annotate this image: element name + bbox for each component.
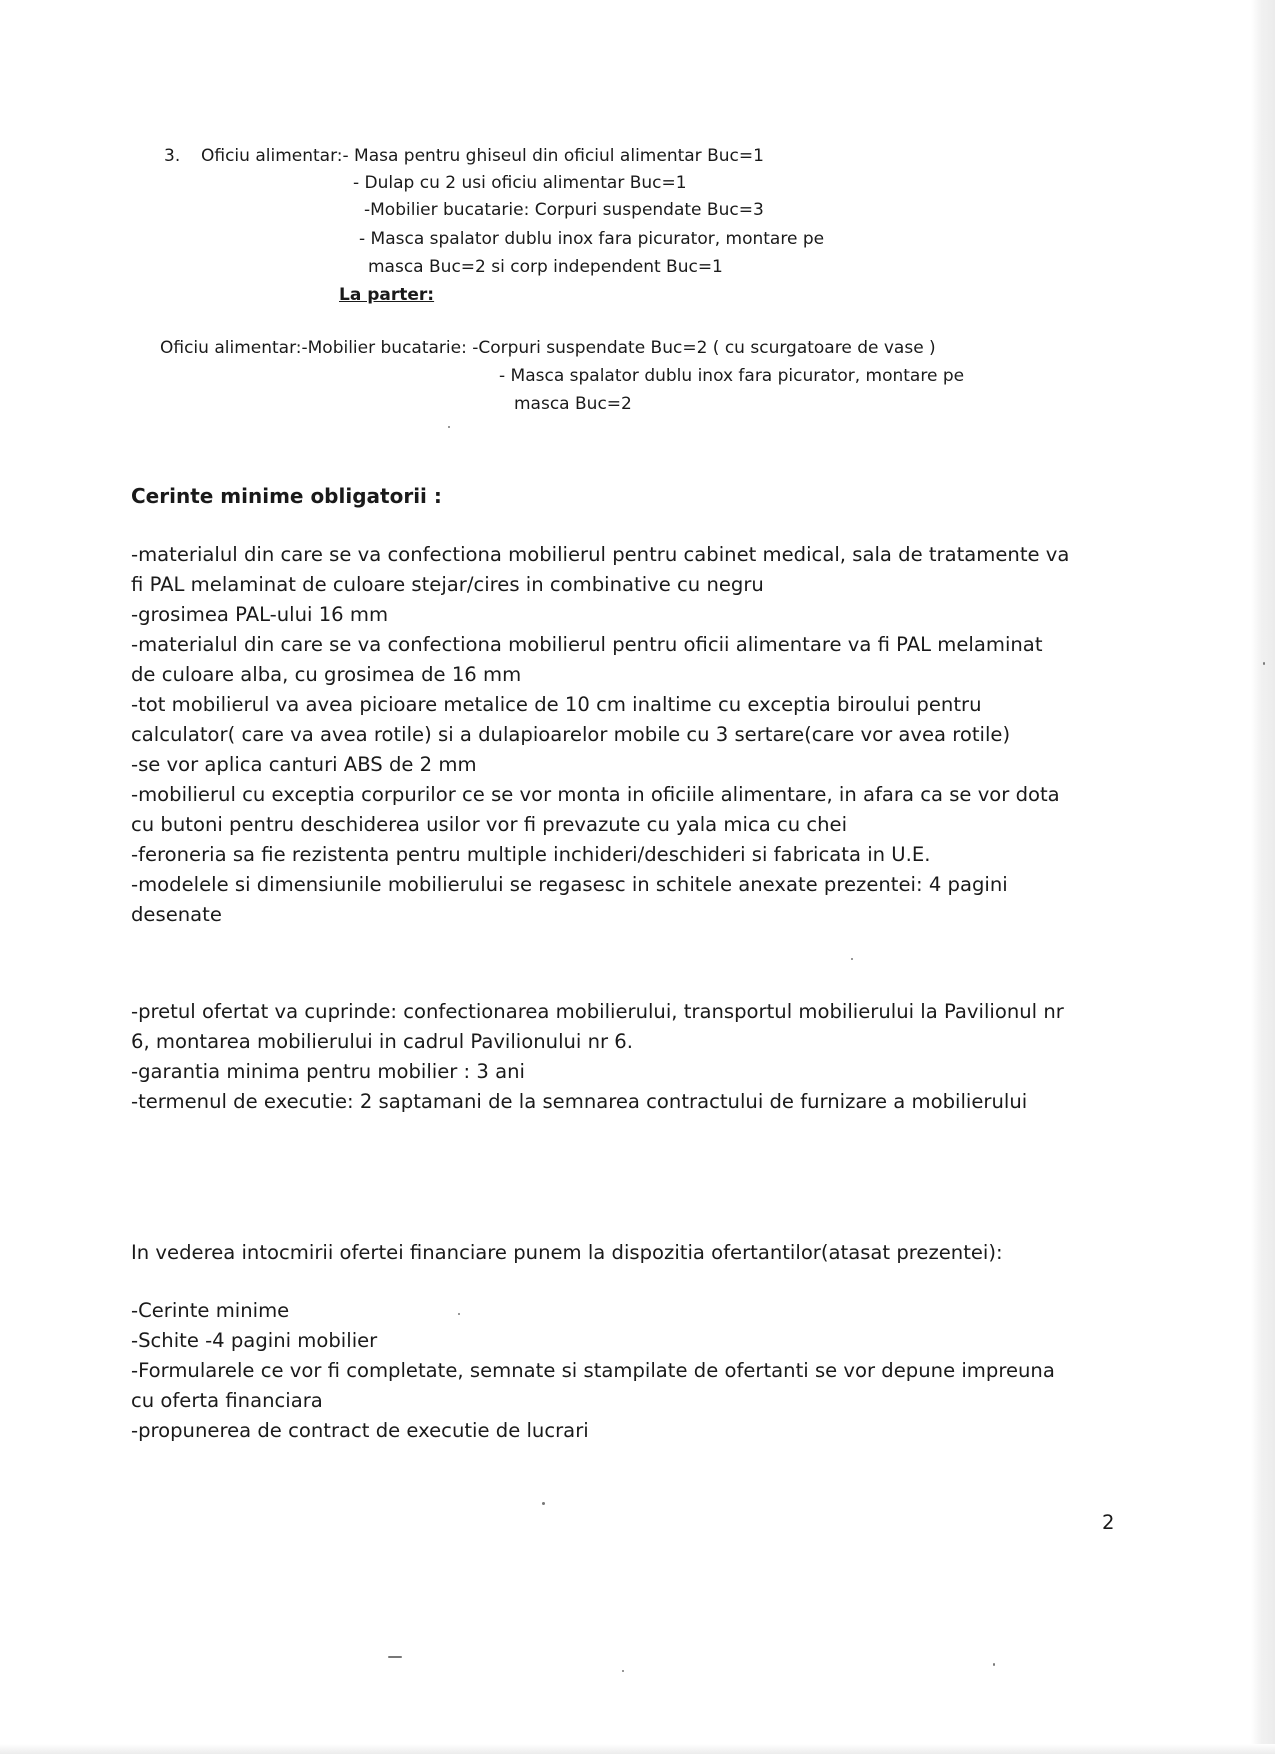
pret-line: -garantia minima pentru mobilier : 3 ani (131, 1060, 525, 1083)
pret-line: -pretul ofertat va cuprinde: confectionarea mobilierului, transportul mobilierului la Pavilionul nr (131, 1000, 1064, 1023)
scan-speck (1263, 662, 1265, 665)
section3-line-5: masca Buc=2 si corp independent Buc=1 (368, 257, 723, 277)
scan-speck (388, 1656, 402, 1658)
cerinte-line: desenate (131, 903, 222, 926)
pret-line: -termenul de executie: 2 saptamani de la semnarea contractului de furnizare a mobilierului (131, 1090, 1028, 1113)
section3-line-4: - Masca spalator dublu inox fara picurator, montare pe (359, 229, 825, 249)
section-number: 3. (164, 146, 181, 166)
page-number: 2 (1102, 1511, 1115, 1534)
scan-speck (458, 1313, 460, 1315)
scan-shadow-bottom (0, 1744, 1275, 1754)
cerinte-line: -grosimea PAL-ului 16 mm (131, 603, 389, 626)
parter-line-1: Oficiu alimentar:-Mobilier bucatarie: -Corpuri suspendate Buc=2 ( cu scurgatoare de vase ) (160, 338, 936, 358)
oferta-line: -Schite -4 pagini mobilier (131, 1329, 378, 1352)
scan-speck (851, 958, 853, 960)
cerinte-line: -mobilierul cu exceptia corpurilor ce se vor monta in oficiile alimentare, in afara ca se vor dota (131, 783, 1060, 806)
scan-speck (448, 426, 450, 428)
cerinte-line: fi PAL melaminat de culoare stejar/cires in combinative cu negru (131, 573, 764, 596)
scan-speck (542, 1502, 545, 1505)
cerinte-heading: Cerinte minime obligatorii : (131, 484, 442, 508)
cerinte-line: -materialul din care se va confectiona mobilierul pentru cabinet medical, sala de tratamente va (131, 543, 1070, 566)
cerinte-line: -tot mobilierul va avea picioare metalice de 10 cm inaltime cu exceptia biroului pentru (131, 693, 982, 716)
oferta-line: -Cerinte minime (131, 1299, 290, 1322)
parter-line-3: masca Buc=2 (514, 394, 632, 414)
cerinte-line: -modelele si dimensiunile mobilierului se regasesc in schitele anexate prezentei: 4 pagini (131, 873, 1008, 896)
oferta-line: -Formularele ce vor fi completate, semnate si stampilate de ofertanti se vor depune impreuna (131, 1359, 1055, 1382)
parter-heading: La parter: (339, 285, 435, 305)
cerinte-line: -se vor aplica canturi ABS de 2 mm (131, 753, 477, 776)
pret-line: 6, montarea mobilierului in cadrul Pavilionului nr 6. (131, 1030, 634, 1053)
cerinte-line: cu butoni pentru deschiderea usilor vor fi prevazute cu yala mica cu chei (131, 813, 848, 836)
parter-line-2: - Masca spalator dublu inox fara picurator, montare pe (499, 366, 965, 386)
scan-shadow-edge (1251, 0, 1275, 1754)
oferta-intro: In vederea intocmirii ofertei financiare punem la dispozitia ofertantilor(atasat prezentei): (131, 1241, 1003, 1264)
scan-speck (993, 1663, 995, 1666)
cerinte-line: -materialul din care se va confectiona mobilierul pentru oficii alimentare va fi PAL melaminat (131, 633, 1043, 656)
cerinte-line: de culoare alba, cu grosimea de 16 mm (131, 663, 522, 686)
cerinte-line: calculator( care va avea rotile) si a dulapioarelor mobile cu 3 sertare(care vor avea rotile) (131, 723, 1011, 746)
scan-speck (622, 1670, 624, 1672)
oferta-line: cu oferta financiara (131, 1389, 323, 1412)
section3-line-2: - Dulap cu 2 usi oficiu alimentar Buc=1 (353, 173, 687, 193)
oferta-line: -propunerea de contract de executie de lucrari (131, 1419, 589, 1442)
section3-line-1: Oficiu alimentar:- Masa pentru ghiseul din oficiul alimentar Buc=1 (201, 146, 764, 166)
section3-line-3: -Mobilier bucatarie: Corpuri suspendate Buc=3 (364, 200, 764, 220)
cerinte-line: -feroneria sa fie rezistenta pentru multiple inchideri/deschideri si fabricata in U.E. (131, 843, 931, 866)
